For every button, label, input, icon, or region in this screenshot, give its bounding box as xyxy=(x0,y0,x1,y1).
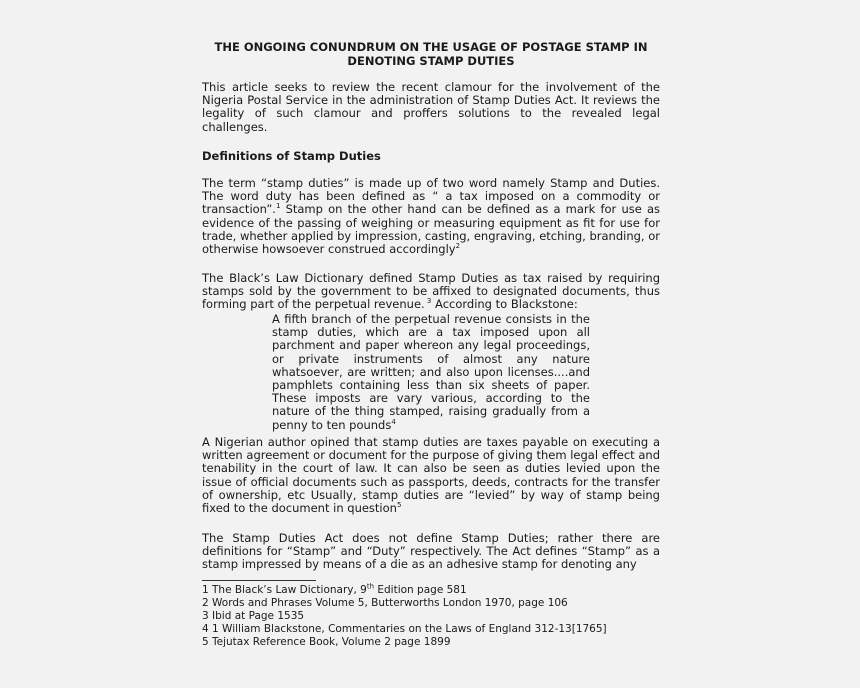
blacks-law-text-a: The Black’s Law Dictionary defined Stamp Duties as tax raised by requiring stamps sold by the government to be affixed to designated documents, thus forming part of the perpetual revenue. xyxy=(202,271,660,312)
footnote-ref-3: 3 xyxy=(424,297,432,306)
blacks-law-text-b: According to Blackstone: xyxy=(431,297,578,312)
blackstone-quote xyxy=(272,313,590,432)
footnote-1-sup: th xyxy=(366,582,375,591)
footnote-ref-4: 4 xyxy=(391,417,396,426)
intro-paragraph: This article seeks to review the recent clamour for the involvement of the Nigeria Postal Service in the administration of Stamp Duties Act. It reviews the legality of such clamour and proffers solutions to the revealed legal challenges. xyxy=(202,80,660,134)
title-line-1: THE ONGOING CONUNDRUM ON THE USAGE OF POSTAGE STAMP IN xyxy=(214,40,648,54)
definition-paragraph xyxy=(202,177,660,256)
footnote-ref-1: 1 xyxy=(275,202,281,211)
footnote-4: 4 1 William Blackstone, Commentaries on the Laws of England 312-13[1765] xyxy=(202,623,607,635)
nigerian-author-text: A Nigerian author opined that stamp duties are taxes payable on executing a written agreement or document for the purpose of giving them legal effect and tenability in the court of law. It can also be seen as duties levied upon the issue of official documents such as passports, deeds, contracts for the transfer of ownership, etc Usually, stamp duties are “levied” by way of stamp being fixed to the document in question xyxy=(202,435,660,516)
definition-text-a: The term “stamp duties” is made up of two word namely Stamp and Duties. The word duty has been defined as “ a tax imposed on a commodity or transaction”. xyxy=(202,176,660,217)
footnote-3: 3 Ibid at Page 1535 xyxy=(202,610,305,622)
section-heading: Definitions of Stamp Duties xyxy=(202,149,381,163)
footnote-divider xyxy=(202,580,316,581)
title-line-2: DENOTING STAMP DUTIES xyxy=(347,54,515,68)
footnote-1-text-a: 1 The Black’s Law Dictionary, 9 xyxy=(202,584,367,596)
footnote-1 xyxy=(202,584,662,597)
blacks-law-paragraph xyxy=(202,272,660,312)
quote-text: A fifth branch of the perpetual revenue consists in the stamp duties, which are a tax imposed upon all parchment and paper whereon any legal proceedings, or private instruments of almost any nature whatsoever, are written; and also upon licenses....and pamphlets containing less than six sheets of paper. These imposts are vary various, according to the nature of the thing stamped, raising gradually from a penny to ten pounds xyxy=(272,312,590,432)
nigerian-author-paragraph xyxy=(202,436,660,515)
definition-text-b: Stamp on the other hand can be defined as a mark for use as evidence of the passing of weighing or measuring equipment as fit for use for trade, whether applied by impression, casting, engraving, etching, branding, or otherwise howsoever construed accordingly xyxy=(202,202,661,257)
footnote-ref-5: 5 xyxy=(396,501,402,510)
stamp-duties-act-paragraph: The Stamp Duties Act does not define Stamp Duties; rather there are definitions for “Stamp” and “Duty” respectively. The Act defines “Stamp” as a stamp impressed by means of a die as an adhesive stamp for denoting any xyxy=(202,531,660,572)
document-title xyxy=(202,40,660,68)
footnote-1-text-b: Edition page 581 xyxy=(374,584,467,596)
footnote-ref-2: 2 xyxy=(455,242,461,251)
footnote-5: 5 Tejutax Reference Book, Volume 2 page 1899 xyxy=(202,636,451,648)
footnote-2: 2 Words and Phrases Volume 5, Butterworths London 1970, page 106 xyxy=(202,597,568,609)
